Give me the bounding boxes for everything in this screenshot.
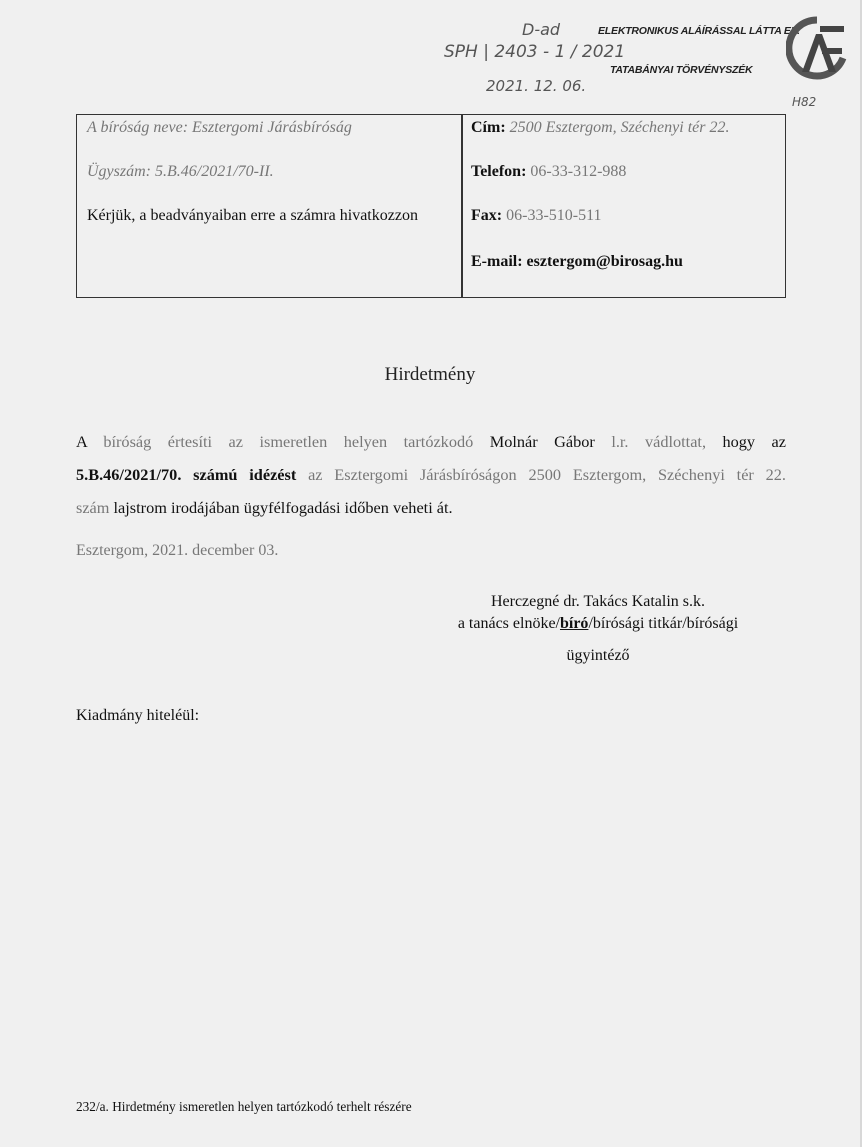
place-date: Esztergom, 2021. december 03. — [76, 542, 279, 559]
case-number-value: 5.B.46/2021/70-II. — [155, 163, 274, 180]
court-name-label: A bíróság neve: — [87, 119, 189, 136]
court-logo-icon — [786, 16, 848, 82]
body-l1-a: A — [76, 432, 87, 451]
notice-body — [76, 425, 786, 524]
body-line-2 — [76, 458, 786, 491]
signature-role-suffix: /bírósági titkár/bírósági — [588, 615, 739, 632]
handwritten-date: 2021. 12. 06. — [486, 77, 587, 95]
case-number-row — [87, 163, 274, 181]
address-label: Cím: — [471, 119, 506, 136]
table-divider — [461, 115, 463, 297]
body-l1-d: l.r. vádlottat, — [611, 432, 707, 451]
body-l1-b: bíróság értesíti az ismeretlen helyen tartózkodó — [103, 432, 474, 451]
body-line-3 — [76, 491, 786, 524]
court-name-row — [87, 119, 352, 137]
signature-role-selected: bíró — [559, 615, 589, 632]
email-label: E-mail: — [471, 253, 523, 270]
body-l1-e: hogy az — [722, 432, 786, 451]
stamp-text-line2: TATABÁNYAI TÖRVÉNYSZÉK — [610, 64, 753, 76]
defendant-name: Molnár Gábor — [489, 432, 595, 451]
signature-role — [420, 615, 776, 633]
phone-value: 06-33-312-988 — [530, 163, 627, 180]
phone-label: Telefon: — [471, 163, 527, 180]
reference-note: Kérjük, a beadványaiban erre a számra hivatkozzon — [87, 207, 418, 224]
signature-role-prefix: a tanács elnöke/ — [457, 615, 560, 632]
form-footer: 232/a. Hirdetmény ismeretlen helyen tartózkodó terhelt részére — [76, 1099, 412, 1114]
address-value: 2500 Esztergom, Széchenyi tér 22. — [509, 119, 730, 136]
email-value: esztergom@birosag.hu — [526, 253, 683, 270]
handwritten-case-number: SPH | 2403 - 1 / 2021 — [444, 42, 626, 62]
signature-role-line2: ügyintéző — [566, 647, 630, 664]
fax-label: Fax: — [471, 207, 503, 224]
body-l3-a: szám — [76, 498, 110, 517]
phone-row — [471, 163, 626, 181]
handwritten-side-note: H82 — [792, 95, 817, 109]
address-row — [471, 119, 729, 137]
court-header-table — [76, 114, 786, 298]
fax-row — [471, 207, 602, 225]
stamp-text-line1: ELEKTRONIKUS ALÁÍRÁSSAL LÁTTA EL: — [598, 25, 801, 37]
body-line-1 — [76, 425, 786, 458]
court-name-value: Esztergomi Járásbíróság — [192, 119, 352, 136]
body-l2-b: az Esztergomi Járásbíróságon 2500 Esztergom, Széchenyi tér 22. — [308, 465, 786, 484]
fax-value: 06-33-510-511 — [506, 207, 602, 224]
case-number-label: Ügyszám: — [87, 163, 151, 180]
summons-reference: 5.B.46/2021/70. számú idézést — [76, 465, 297, 484]
document-title: Hirdetmény — [384, 364, 476, 385]
email-row — [471, 253, 683, 271]
signature-name: Herczegné dr. Takács Katalin s.k. — [490, 593, 706, 610]
certified-copy-label: Kiadmány hiteléül: — [76, 707, 200, 724]
handwritten-initials: D-ad — [522, 20, 561, 39]
body-l3-b: lajstrom irodájában ügyfélfogadási időben veheti át. — [113, 498, 453, 517]
